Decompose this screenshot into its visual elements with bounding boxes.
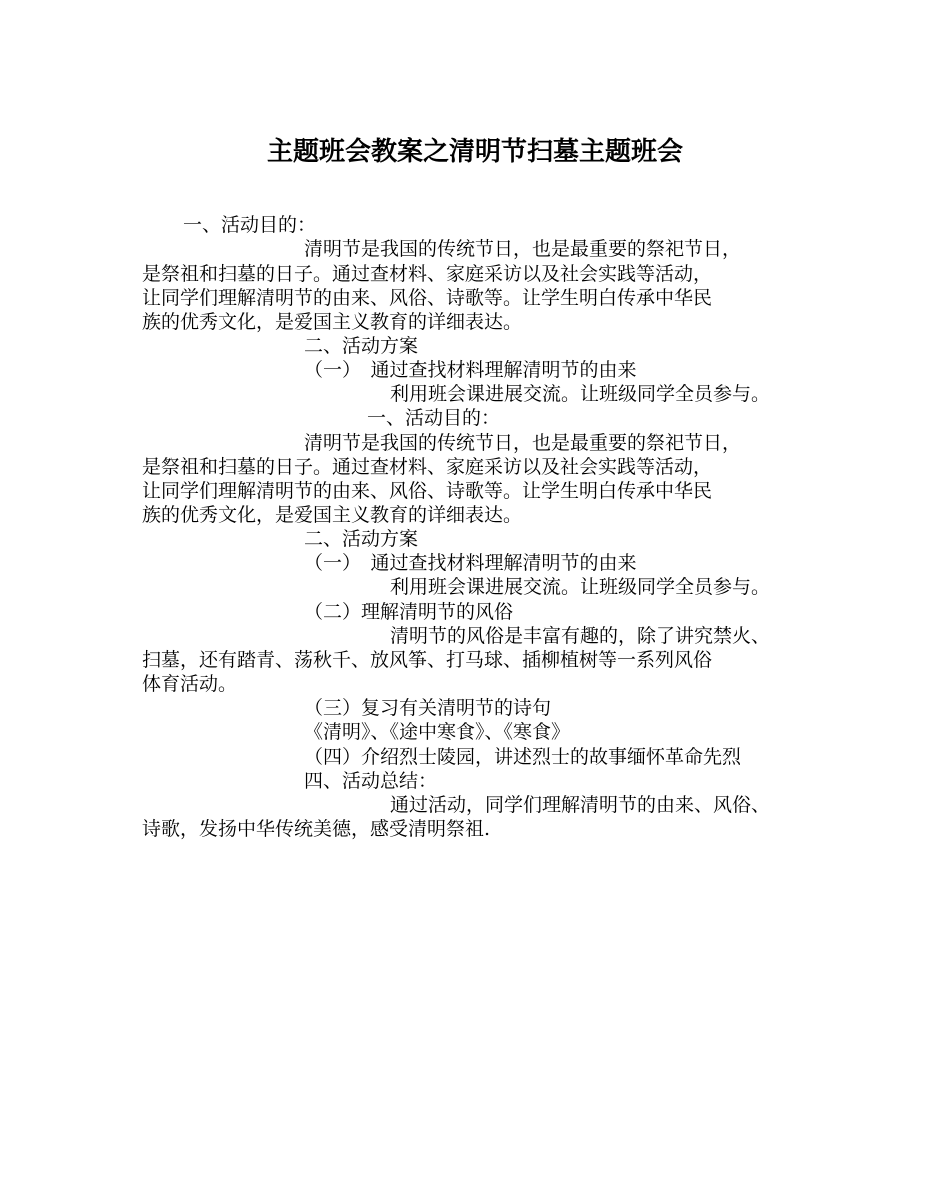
section-heading-plan: 二、活动方案 bbox=[304, 528, 419, 550]
paragraph-line: 清明节的风俗是丰富有趣的，除了讲究禁火、 bbox=[390, 625, 771, 647]
section-heading-purpose: 一、活动目的： bbox=[183, 214, 317, 236]
paragraph-line: 利用班会课进展交流。让班级同学全员参与。 bbox=[390, 576, 771, 598]
paragraph-line: 诗歌，发扬中华传统美德，感受清明祭祖. bbox=[142, 818, 491, 840]
subsection-heading: （四）介绍烈士陵园，讲述烈士的故事缅怀革命先烈 bbox=[304, 746, 742, 768]
subsection-heading: （一） 通过查找材料理解清明节的由来 bbox=[304, 359, 637, 381]
subsection-heading: （一） 通过查找材料理解清明节的由来 bbox=[304, 552, 637, 574]
paragraph-line: 让同学们理解清明节的由来、风俗、诗歌等。让学生明白传承中华民 bbox=[142, 287, 713, 309]
paragraph-line: 体育活动。 bbox=[142, 673, 238, 695]
section-heading-purpose: 一、活动目的： bbox=[367, 407, 501, 429]
paragraph-line: 清明节是我国的传统节日，也是最重要的祭祀节日， bbox=[304, 432, 742, 454]
paragraph-line: 利用班会课进展交流。让班级同学全员参与。 bbox=[390, 383, 771, 405]
paragraph-line: 让同学们理解清明节的由来、风俗、诗歌等。让学生明白传承中华民 bbox=[142, 480, 713, 502]
paragraph-line: 是祭祖和扫墓的日子。通过查材料、家庭采访以及社会实践等活动， bbox=[142, 456, 713, 478]
subsection-heading: （二）理解清明节的风俗 bbox=[304, 601, 514, 623]
subsection-heading: （三）复习有关清明节的诗句 bbox=[304, 697, 552, 719]
paragraph-line: 族的优秀文化，是爱国主义教育的详细表达。 bbox=[142, 311, 523, 333]
section-heading-summary: 四、活动总结： bbox=[304, 770, 438, 792]
paragraph-line: 族的优秀文化，是爱国主义教育的详细表达。 bbox=[142, 504, 523, 526]
paragraph-line: 是祭祖和扫墓的日子。通过查材料、家庭采访以及社会实践等活动， bbox=[142, 263, 713, 285]
section-heading-plan: 二、活动方案 bbox=[304, 335, 419, 357]
paragraph-line: 清明节是我国的传统节日，也是最重要的祭祀节日， bbox=[304, 238, 742, 260]
paragraph-line: 扫墓，还有踏青、荡秋千、放风筝、打马球、插柳植树等一系列风俗 bbox=[142, 649, 713, 671]
page-title: 主题班会教案之清明节扫墓主题班会 bbox=[266, 137, 683, 167]
poem-titles: 《清明》、《途中寒食》、《寒食》 bbox=[304, 721, 571, 743]
paragraph-line: 通过活动，同学们理解清明节的由来、风俗、 bbox=[390, 794, 771, 816]
